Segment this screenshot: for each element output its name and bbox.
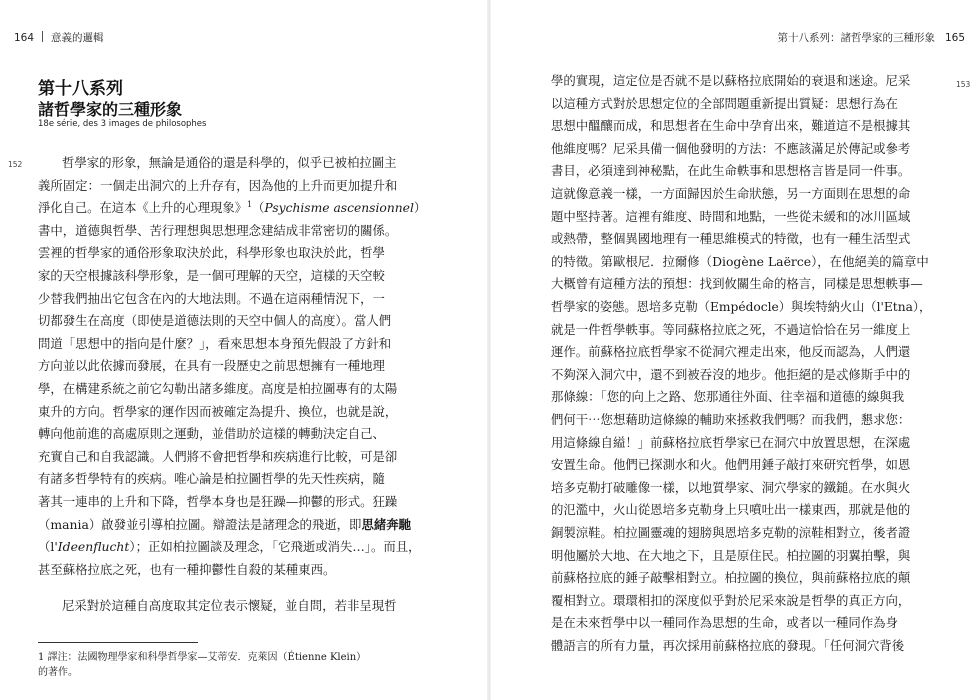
left-page-number: 164: [14, 32, 35, 44]
chapter-subtitle: 18e série, des 3 images de philosophes: [38, 119, 207, 129]
footnote-line: 1 譯注：法國物理學家和科學哲學家—艾蒂安．克萊因（Étienne Klein）: [38, 652, 367, 663]
text-line: 用這條線自縊！」前蘇格拉底哲學家已在洞穴中放置思想，在深處: [551, 434, 911, 450]
text-line: 尼采對於這種自高度取其定位表示懷疑，並自問，若非呈現哲: [62, 598, 397, 614]
text-line: 甚至蘇格拉底之死，也有一種抑鬱性自殺的某種東西。: [38, 561, 336, 577]
running-head-divider: [42, 31, 43, 42]
text-line: 們何干⋯您想藉助這條線的輔助來拯救我們嗎？而我們，懇求您：: [551, 412, 911, 427]
text-line: 前蘇格拉底的錘子敲擊相對立。柏拉圖的換位，與前蘇格拉底的顛: [551, 570, 911, 586]
text-line: 思想中醞釀而成，和思想者在生命中孕育出來，難道這不是根據其: [551, 118, 911, 134]
chapter-title: 諸哲學家的三種形象: [38, 100, 183, 119]
text-line: 覆相對立。環環相扣的深度似乎對於尼采來說是哲學的真正方向，: [551, 592, 911, 608]
text-line: 淨化自己。在這本《上升的心理現象》$^1$（Psychisme ascensionnel）: [38, 200, 427, 216]
text-line: 書中，道德與哲學、苦行理想與思想理念建結成非常密切的關係。: [38, 222, 398, 238]
text-line: 問道「思想中的指向是什麼？」，看來思想本身預先假設了方針和: [38, 335, 392, 351]
text-line: 不夠深入洞穴中，還不到被吞沒的地步。他拒絕的是忒修斯手中的: [551, 366, 911, 382]
chapter-number: 第十八系列: [38, 79, 123, 99]
text-line: 轉向他前進的高處原則之運動，並借助於這樣的轉動決定自己、: [38, 426, 385, 442]
right-running-title: 第十八系列：諸哲學家的三種形象: [777, 32, 935, 44]
text-line: 少替我們抽出它包含在內的大地法則。不過在這兩種情況下，一: [38, 290, 385, 306]
footnote-line: 的著作。: [38, 667, 78, 678]
text-line: 的特徵。第歐根尼．拉爾修（Diogène Laërce），在他絕美的篇章中: [551, 253, 929, 269]
right-margin-number: 153: [956, 80, 971, 89]
text-line: 義所固定：一個走出洞穴的上升存有，因為他的上升而更加提升和: [38, 177, 398, 193]
left-margin-number: 152: [8, 160, 23, 169]
text-line: 切都發生在高度（即使是道德法則的天空中個人的高度）。當人們: [38, 313, 392, 329]
right-page-number: 165: [944, 32, 965, 44]
text-line: 書目，必須達到神秘點，在此生命軼事和思想格言皆是同一件事。: [551, 163, 911, 179]
text-line: （l'Ideenflucht）；正如柏拉圖談及理念，「它飛逝或消失…」。而且，: [38, 539, 421, 555]
left-page: [0, 0, 489, 700]
text-line: 的氾濫中，火山從恩培多克勒身上只噴吐出一樣東西，那就是他的: [551, 502, 911, 518]
left-running-head: [14, 30, 104, 45]
text-line: 體語言的所有力量，再次採用前蘇格拉底的發現。「任何洞穴背後: [551, 638, 905, 653]
text-line: 以這種方式對於思想定位的全部問題重新提出質疑：思想行為在: [551, 95, 898, 111]
text-line: （mania）啟發並引導柏拉圖。辯證法是諸理念的飛逝，即思緒奔馳: [38, 516, 412, 532]
text-line: 那條線：「您的向上之路、您那通往外面、往幸福和道德的線與我: [551, 389, 905, 405]
text-line: 運作。前蘇格拉底哲學家不從洞穴裡走出來，他反而認為，人們還: [551, 344, 911, 360]
text-line: 題中堅持著。這裡有維度、時間和地點，一些從未緩和的冰川區域: [551, 208, 911, 224]
text-line: 這就像意義一樣，一方面歸因於生命狀態，另一方面則在思想的命: [551, 186, 911, 201]
text-line: 學，在構建系統之前它勾勒出諸多維度。高度是柏拉圖專有的太陽: [38, 381, 398, 396]
text-line: 雲裡的哲學家的通俗形象取決於此，科學形象也取決於此，哲學: [38, 245, 385, 261]
text-line: 安置生命。他們已探測水和火。他們用錘子敲打來研究哲學，如恩: [551, 457, 911, 473]
text-line: 哲學家的姿態。恩培多克勒（Empédocle）與埃特納火山（l'Etna），: [551, 299, 932, 314]
text-line: 學的實現，這定位是否就不是以蘇格拉底開始的衰退和迷途。尼采: [551, 73, 911, 88]
text-line: 東升的方向。哲學家的運作因而被確定為提升、換位，也就是說，: [38, 403, 398, 419]
text-line: 就是一件哲學軼事。等同蘇格拉底之死，不過這恰恰在另一維度上: [551, 321, 911, 337]
text-line: 明他屬於大地、在大地之下，且是原住民。柏拉圖的羽翼拍擊，與: [551, 547, 911, 563]
text-line: 方向並以此依據而發展，在具有一段歷史之前思想擁有一種地理: [38, 358, 385, 374]
text-line: 有諸多哲學特有的疾病。唯心論是柏拉圖哲學的先天性疾病，隨: [38, 471, 385, 487]
text-line: 充實自己和自我認識。人們將不會把哲學和疾病進行比較，可是卻: [38, 448, 398, 464]
right-page: [490, 0, 979, 700]
text-line: 家的天空根據該科學形象，是一個可理解的天空，這樣的天空較: [38, 268, 385, 283]
text-line: 他維度嗎？尼采具備一個他發明的方法：不應該滿足於傳記或參考: [551, 140, 911, 156]
right-running-head: [777, 30, 965, 45]
text-line: 大概曾有這種方法的預想：找到攸關生命的格言，同樣是思想軼事—: [551, 276, 923, 292]
text-line: 培多克勒打破雕像一樣，以地質學家、洞穴學家的鐵鎚。在水與火: [551, 479, 911, 495]
left-running-title: 意義的邏輯: [51, 32, 104, 44]
text-line: 銅製涼鞋。柏拉圖靈魂的翅膀與恩培多克勒的涼鞋相對立，後者證: [551, 525, 911, 540]
text-line: 著其一連串的上升和下降，哲學本身也是狂躁—抑鬱的形式。狂躁: [38, 494, 398, 509]
text-line: 是在未來哲學中以一種同作為思想的生命，或者以一種同作為身: [551, 615, 898, 631]
footnote-rule: [38, 642, 198, 643]
text-line: 或熱帶，整個異國地理有一種思維模式的特徵，也有一種生活型式: [551, 231, 911, 247]
text-line: 哲學家的形象，無論是通俗的還是科學的，似乎已被柏拉圖主: [62, 155, 397, 170]
